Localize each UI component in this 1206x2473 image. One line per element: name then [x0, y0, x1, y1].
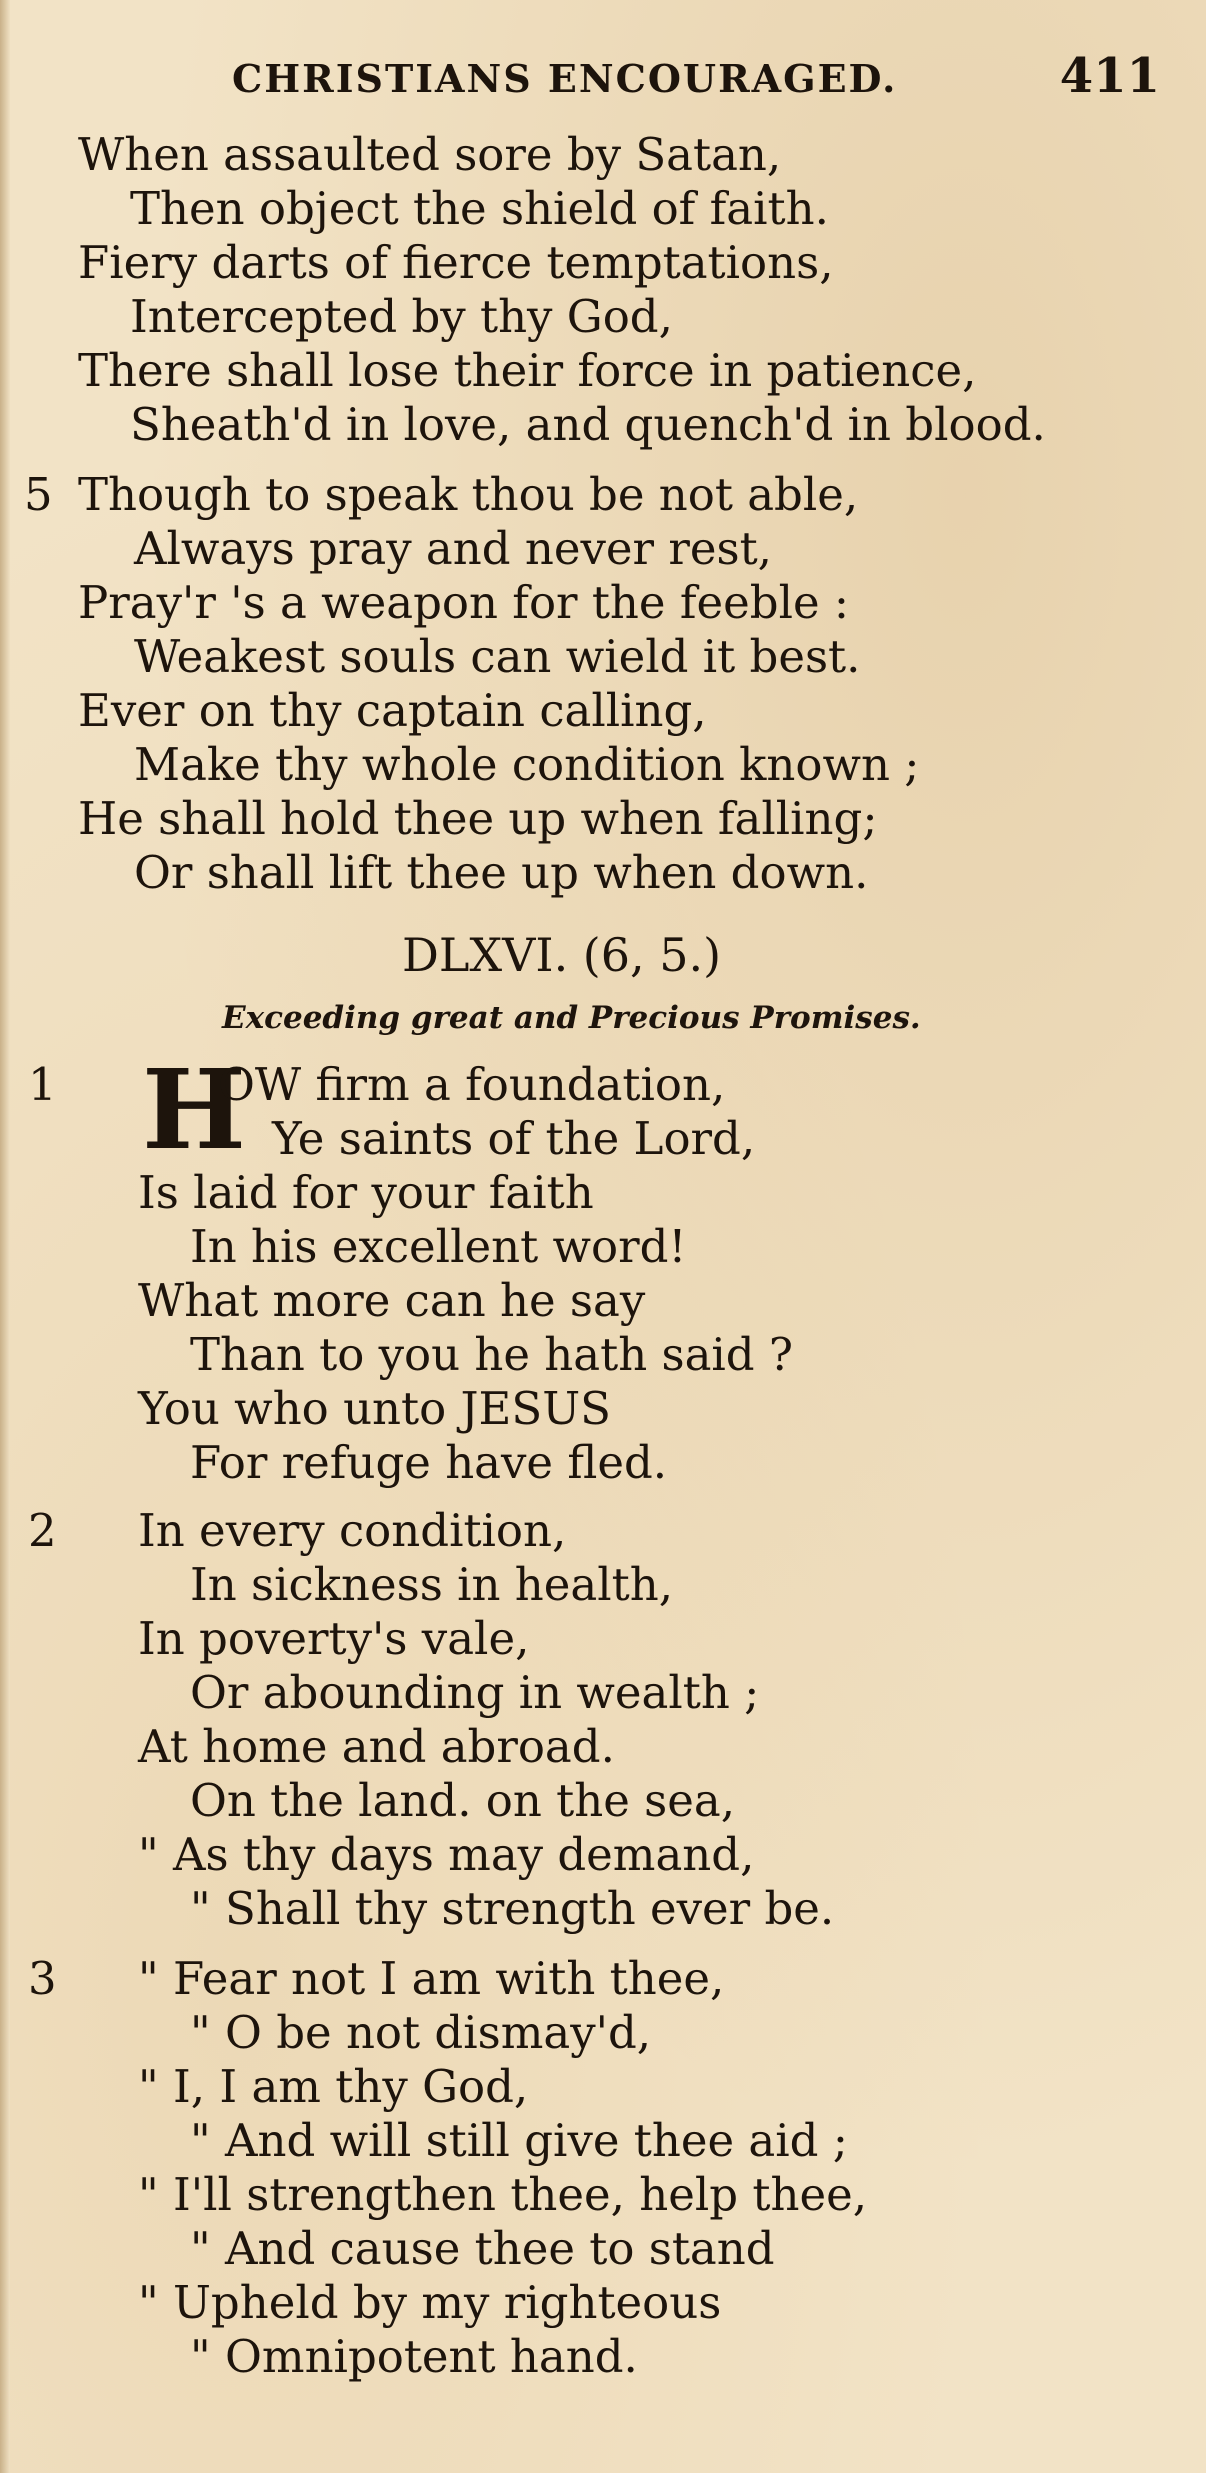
- verse-line: Always pray and never rest,: [134, 522, 772, 575]
- verse-line: In poverty's vale,: [138, 1612, 530, 1665]
- verse-line: He shall hold thee up when falling;: [78, 792, 878, 845]
- verse-line: " O be not dismay'd,: [190, 2006, 652, 2059]
- verse-line: " Upheld by my righteous: [138, 2276, 722, 2329]
- verse-line: Weakest souls can wield it best.: [134, 630, 861, 683]
- verse-line: Ever on thy captain calling,: [78, 684, 707, 737]
- stanza-number: 3: [28, 1952, 57, 2005]
- verse-line: You who unto JESUS: [138, 1382, 611, 1435]
- hymn-title: DLXVI. (6, 5.): [402, 928, 722, 982]
- verse-line: Make thy whole condition known ;: [134, 738, 920, 791]
- verse-line: For refuge have fled.: [190, 1436, 668, 1489]
- hymn-subtitle: Exceeding great and Precious Promises.: [222, 1000, 921, 1036]
- page-number: 411: [1059, 48, 1160, 104]
- verse-line: Is laid for your faith: [138, 1166, 594, 1219]
- drop-cap: H: [142, 1045, 246, 1174]
- verse-line: Than to you he hath said ?: [190, 1328, 794, 1381]
- stanza-number: 2: [28, 1504, 57, 1557]
- verse-line: " Shall thy strength ever be.: [190, 1882, 835, 1935]
- verse-line: In every condition,: [138, 1504, 567, 1557]
- verse-line: At home and abroad.: [138, 1720, 615, 1773]
- verse-line: Though to speak thou be not able,: [78, 468, 859, 521]
- verse-line: Ye saints of the Lord,: [272, 1112, 756, 1165]
- verse-line: Intercepted by thy God,: [130, 290, 673, 343]
- verse-line: Sheath'd in love, and quench'd in blood.: [130, 398, 1046, 451]
- verse-line: " I'll strengthen thee, help thee,: [138, 2168, 868, 2221]
- page-header: [232, 48, 1172, 108]
- verse-line: " As thy days may demand,: [138, 1828, 755, 1881]
- verse-line: " And will still give thee aid ;: [190, 2114, 848, 2167]
- verse-line: When assaulted sore by Satan,: [78, 128, 782, 181]
- page-gutter: [0, 0, 10, 2473]
- verse-line: There shall lose their force in patience,: [78, 344, 977, 397]
- stanza-number: 1: [28, 1058, 57, 1111]
- verse-line: Fiery darts of fierce temptations,: [78, 236, 834, 289]
- verse-line: On the land. on the sea,: [190, 1774, 736, 1827]
- verse-line: Then object the shield of faith.: [130, 182, 829, 235]
- running-head: CHRISTIANS ENCOURAGED.: [232, 56, 898, 101]
- verse-line: What more can he say: [138, 1274, 646, 1327]
- verse-line: Or shall lift thee up when down.: [134, 846, 869, 899]
- verse-line: Pray'r 's a weapon for the feeble :: [78, 576, 850, 629]
- stanza-number: 5: [24, 468, 53, 521]
- verse-line: In his excellent word!: [190, 1220, 687, 1273]
- verse-line: Or abounding in wealth ;: [190, 1666, 760, 1719]
- verse-line: " Omnipotent hand.: [190, 2330, 638, 2383]
- verse-line: OW firm a foundation,: [218, 1058, 726, 1111]
- verse-line: In sickness in health,: [190, 1558, 674, 1611]
- verse-line: " I, I am thy God,: [138, 2060, 529, 2113]
- verse-line: " And cause thee to stand: [190, 2222, 775, 2275]
- verse-line: " Fear not I am with thee,: [138, 1952, 725, 2005]
